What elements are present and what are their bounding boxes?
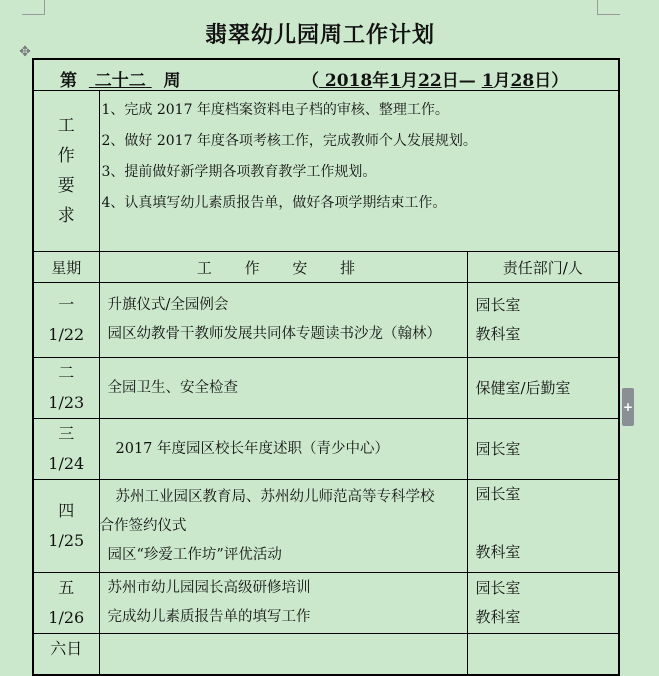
weekly-plan-table (32, 58, 620, 676)
day-cell: 六日 (33, 634, 99, 676)
requirement-item: 2、做好 2017 年度各项考核工作，完成教师个人发展规划。 (101, 133, 477, 149)
day-row-friday (33, 573, 619, 634)
week-date-range: （ 2018年1月22日— 1月28日） (302, 71, 569, 91)
day-row-thursday (33, 480, 619, 573)
table-move-handle-icon[interactable]: ✥ (19, 44, 31, 60)
work-items: 2017 年度园区校长年度述职（青少中心） (99, 419, 467, 480)
expand-plus-icon[interactable]: + (622, 388, 634, 426)
page-corner-mark-left (22, 0, 45, 15)
day-row-monday (33, 283, 619, 358)
day-cell: 四 1/25 (33, 480, 99, 573)
requirements-row (33, 91, 619, 252)
requirement-item: 1、完成 2017 年度档案资料电子档的审核、整理工作。 (101, 102, 449, 118)
week-number: 第 二十二 周 (60, 71, 181, 91)
requirements-list (99, 91, 619, 252)
work-items: 升旗仪式/全园例会 园区幼教骨干教师发展共同体专题读书沙龙（翰林） (99, 283, 467, 358)
header-dept: 责任部门/人 (467, 252, 619, 283)
day-cell: 一 1/22 (33, 283, 99, 358)
responsible-depts (467, 634, 619, 676)
header-work: 工 作 安 排 (99, 252, 467, 283)
responsible-depts: 园长室 (467, 419, 619, 480)
work-items: 全园卫生、安全检查 (99, 358, 467, 419)
work-items (99, 634, 467, 676)
work-items: 苏州市幼儿园园长高级研修培训 完成幼儿素质报告单的填写工作 (99, 573, 467, 634)
work-items: 苏州工业园区教育局、苏州幼儿师范高等专科学校 合作签约仪式 园区“珍爱工作坊”评优活动 (99, 480, 467, 573)
day-row-wednesday (33, 419, 619, 480)
day-row-tuesday (33, 358, 619, 419)
day-cell: 三 1/24 (33, 419, 99, 480)
requirements-label: 工 作 要 求 (33, 91, 99, 252)
responsible-depts: 园长室 教科室 (467, 480, 619, 573)
page-corner-mark-right (597, 0, 620, 15)
week-cell (33, 59, 619, 91)
day-row-weekend (33, 634, 619, 676)
responsible-depts: 园长室 教科室 (467, 573, 619, 634)
day-cell: 二 1/23 (33, 358, 99, 419)
responsible-depts: 园长室 教科室 (467, 283, 619, 358)
schedule-header-row (33, 252, 619, 283)
responsible-depts: 保健室/后勤室 (467, 358, 619, 419)
requirement-item: 4、认真填写幼儿素质报告单，做好各项学期结束工作。 (101, 195, 447, 211)
header-day: 星期 (33, 252, 99, 283)
requirement-item: 3、提前做好新学期各项教育教学工作规划。 (101, 164, 377, 180)
week-row (33, 59, 619, 91)
day-cell: 五 1/26 (33, 573, 99, 634)
document-title: 翡翠幼儿园周工作计划 (204, 23, 435, 48)
